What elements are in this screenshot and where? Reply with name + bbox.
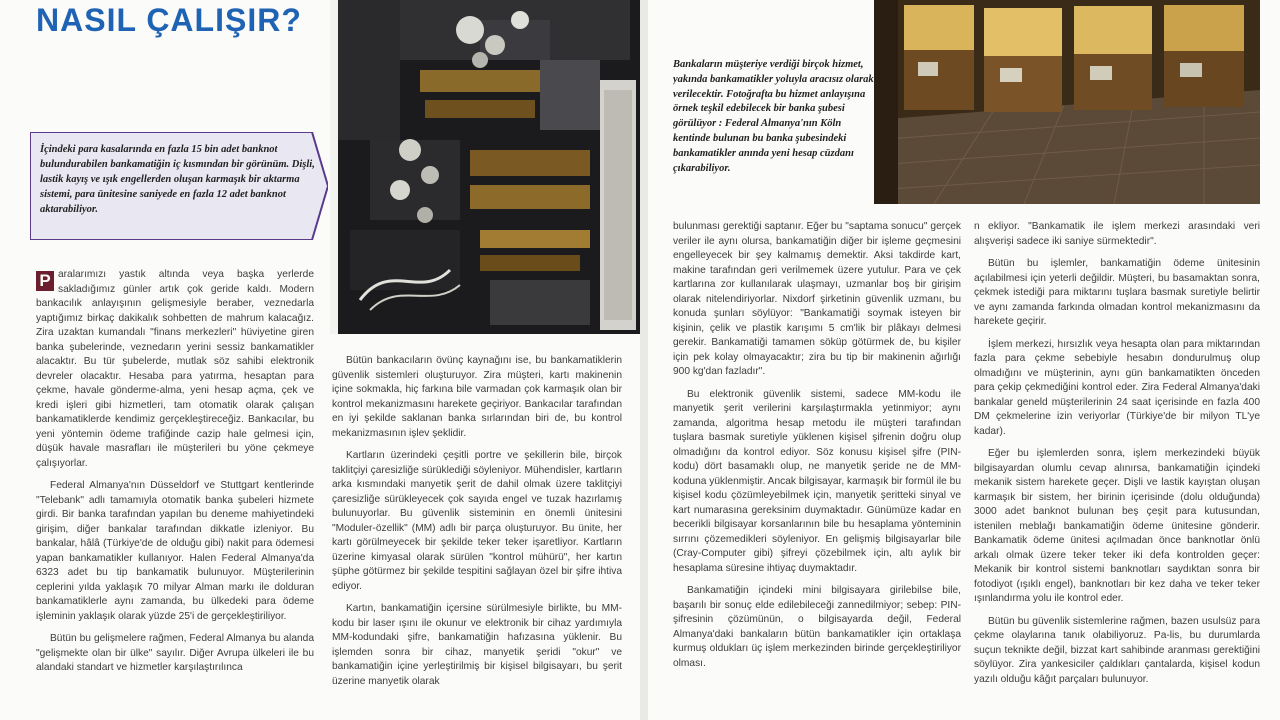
left-caption-box: [30, 132, 328, 240]
col3-paragraph-1: bulunması gerektiği saptanır. Eğer bu "saptama sonucu" gerçek veriler ile aynı olursa, bankamatiğin diğer bir işleme geçmesini engelleyecek bir şey kalmamış demektir. Aksi takdirde kart, makine tarafından geri verilmemek üzere yutulur. Para ve çek kartlarına zor kullanılarak ulaşmayı, uzmanlar boş bir girişim olarak nitelendiriyorlar. Nixdorf şirketinin güvenlik uzmanı, bu konuda şunları söylüyor: "Bankamatiği soymak isteyen bir kişinin, çelik ve plastik karışımı 5 cm'lik bir plâkayı delmesi gerekir. Bankamatiği tamamen söküp götürmek de, bu kişiler için pek kolay olmayacaktır; zira bu tip bir makinenin ağırlığı 900 kg'dan fazladır".: [673, 221, 961, 377]
right-caption: Bankaların müşteriye verdiği birçok hizmet, yakında bankamatikler yoluyla aracısız olarak verilecektir. Fotoğrafta bu hizmet anlayışına örnek teşkil edebilecek bir banka şubesi görülüyor : Federal Almanya'nın Köln kentinde bulunan bu banka şubesindeki bankamatikler anında yeni hesap cüzdanı çıkarabiliyor.: [673, 59, 874, 174]
text-column-2: [332, 354, 622, 720]
col2-paragraph-2: Kartların üzerindeki çeşitli portre ve şekillerin bile, birçok taklitçiyi çaresizliğe sürüklediği söyleniyor. Mühendisler, kartların arka kısmındaki manyetik şerit de dahil olmak üzere taklitçiyi çaresizliğe sürükleyecek çok sayıda engel ve tuzak hazırlamış bulunuyorlar. Bu güvenlik sisteminin en önemli ünitesini "Moduler-özellik" (MM) adlı bir parça oluşturuyor. Bu ünite, her kartı görülmeyecek bir şekilde teker teker işaretliyor. Kartların üzerine kimyasal olarak sürülen "kontrol mühürü", her kartın şüphe götürmez bir şekilde tespitini sağlayan özel bir şifre ihtiva ediyor.: [332, 450, 622, 592]
text-column-3: [673, 220, 961, 720]
drop-cap: P: [36, 271, 54, 291]
col1-paragraph-2: Federal Almanya'nın Düsseldorf ve Stuttgart kentlerinde "Telebank" adlı tamamıyla otomatik banka şubeleri hizmete girdi. Bir banka tarafından yapılan bu deneme mahiyetindeki girişim, diğer bankalar tarafından dikkatle izleniyor. Bu bankalar, hâlâ (Türkiye'de de olduğu gibi) nakit para ödemesi yapan bankamatikler kullanıyor. Halen Federal Almanya'da 6323 adet bu tip bankamatik bulunuyor. Müşterilerinin ceplerini yılda yaklaşık 70 milyar Alman markı ile dolduran bankamatiklerle aynı zamanda, bu ülkedeki para ödeme işleminin yaklaşık olarak yüzde 25'i de gerçekleştiriliyor.: [36, 480, 314, 622]
right-page: [648, 0, 1280, 720]
atm-mechanism-photo: [330, 0, 640, 334]
text-column-1: [36, 268, 314, 720]
col2-paragraph-1: Bütün bankacıların övünç kaynağını ise, bu bankamatiklerin güvenlik sistemleri oluşturuyor. Zira müşteri, kartı makinenin içine sokmakla, hiç farkına bile varmadan çok karmaşık olan bir kontrol mekanizmasını harekete geçiriyor. Bankacılar tarafından en iyi şekilde saklanan banka sırlarından biri de, bu kontrol mekanizmasının işlev şeklidir.: [332, 355, 622, 439]
col1-paragraph-1: [36, 268, 314, 471]
left-caption: İçindeki para kasalarında en fazla 15 bin adet banknot bulundurabilen bankamatiğin iç kısmından bir görünüm. Dişli, lastik kayış ve ışık engellerden oluşan karmaşık bir aktarma sistemi, para ünitesine saniyede en fazla 12 adet banknot aktarabiliyor.: [40, 144, 315, 215]
col4-paragraph-2: Bütün bu işlemler, bankamatiğin ödeme ünitesinin açılabilmesi için yeterli değildir. Müşteri, bu basamaktan sonra, çekmek istediği para miktarını tuşlara basmak suretiyle belirtir ve aynı zamanda farkında olmadan kontrol mekanizmasını da harekete geçirir.: [974, 258, 1260, 327]
col2-paragraph-3: Kartın, bankamatiğin içersine sürülmesiyle birlikte, bu MM-kodu bir laser ışını ile okunur ve elektronik bir cihaz yardımıyla MM-kodundaki şifre, bankamatiğin hafızasına yüklenir. Bu işlemden sonra bir cihaz, manyetik şeridi "okur" ve bankamatiğin içine yerleştirilmiş bir kişisel bilgisayarı, bu şerit üzerine manyetik olarak: [332, 603, 622, 687]
col4-paragraph-1: n ekliyor. "Bankamatik ile işlem merkezi arasındaki veri alışverişi sadece iki saniye sürmektedir".: [974, 221, 1260, 247]
col4-paragraph-5: Bütün bu güvenlik sistemlerine rağmen, bazen usulsüz para çekme olaylarına tanık olabiliyoruz. Pa-lis, bu durumlarda suçun teknikte değil, bizzat kart sahibinde aranması gerektiğini söylüyor. Zira yankesiciler çaldıkları çantalarda, kişisel kodun yazılı olduğu kâğıt parçaları bulunuyor.: [974, 615, 1260, 685]
article-title: NASIL ÇALIŞIR?: [36, 2, 302, 38]
bank-branch-photo: [874, 0, 1260, 204]
col1-paragraph-3: Bütün bu gelişmelere rağmen, Federal Almanya bu alanda "gelişmekte olan bir ülke" sayılır. Diğer Avrupa ülkeleri ile bu alandaki standart ve hizmetler karşılaştırılınca: [36, 633, 314, 673]
col3-paragraph-3: Bankamatiğin içindeki mini bilgisayara girilebilse bile, başarılı bir sonuç elde edilebileceği zannedilmiyor; sebep: PIN-şifresinin çözümünün, o bilgisayarda değil, Federal Almanya'daki bankaların bütün bankamatikler için ortaklaşa kurmuş oldukları üç işlem merkezinden birinde gerçekleştiriliyor olması.: [673, 585, 961, 669]
page-gutter: [640, 0, 648, 720]
col1-paragraph-1-text: aralarımızı yastık altında veya başka yerlerde sakladığımız günler artık çok geride kaldı. Modern bankacılık anlayışının gelişmesiyle beraber, veznedarla yaptığımız birkaç dakikalık sohbetten de mahrum kalacağız. Zira uzaktan kumandalı "finans merkezleri" hüviyetine giren banka şubelerinde, veznedarın yerini sessiz bankamatikler alacaktır. Bu tür şubelerde, mutlak söz sahibi elektronik devreler olacaktır. Hesaba para yatırma, hesaptan para çekme, havale gönderme-alma, yeni hesap açma, çek ve kredi işleri gibi hizmetleri, tam otomatik olarak çalışan bankamatiklerde kendimiz gerçekleştireceğiz. Bankacılar, bu yeni yöntemin ödeme trafiğinde cazip hale gelmesi için, düşük havale masrafları ile müşterileri bu yöne çekmeye çalışıyorlar.: [36, 269, 314, 469]
col4-paragraph-3: İşlem merkezi, hırsızlık veya hesapta olan para miktarından fazla para çekme sebebiyle hesabın dondurulmuş olup olmadığını ve müşterinin, aynı gün bankamatikten önceden para çekip çekmediğini kontrol eder. Zira Federal Almanya'daki bankalar geneld müşterilerinin 24 saat içerisinde en fazla 400 DM çekmelerine izin veriyorlar (Türkiye'de bir milyon TL'ye kadar).: [974, 338, 1260, 437]
col4-paragraph-4: Eğer bu işlemlerden sonra, işlem merkezindeki büyük bilgisayardan olumlu cevap alınırsa, bankamatiğin içindeki mekanik sistem harekete geçer. Dişli ve lastik kayıştan oluşan karmaşık bir sistem, her birinin içerisinde (dolu olduğunda) 3000 adet banknot bulunan beş çeşit para kutusundan, istenilen meblağı bankamatiğin ödeme ünitesine gönderir. Bankamatik ödeme ünitesi açılmadan önce banknotlar önlü arkalı olmak üzere teker teker iki defa kontrolden geçer: Mekanik bir kontrol sistemi banknotları saydıktan sonra bir fotodiyot (ışıklı engel), banknotları bir kez daha ve teker teker ışınlandırma yolu ile kontrol eder.: [974, 448, 1260, 604]
text-column-4: [974, 220, 1260, 720]
col3-paragraph-2: Bu elektronik güvenlik sistemi, sadece MM-kodu ile manyetik şerit verilerini karşılaştırmakla yetinmiyor; aynı zamanda, algoritma hesap metodu ile müşteri tarafından tuşlara basmak suretiyle yüklenen kişisel şifrenin doğru olup olmadığını da kontrol ediyor. Söz konusu kişisel şifre (PIN-kodu) dört basamaklı olup, ne manyetik şeride ne de MM-koduna yüklenmiştir. Ancak bilgisayar, karmaşık bir formül ile bu kişisel kodu çözümleyebilmek için, manyetik şeritteki sinyal ve kart numarasına gereksinim duymaktadır. Günümüze kadar en becerikli bilgisayar korsanlarının bile bu hesaplama yönteminin sırrını çözemedikleri söyleniyor. En gelişmiş bilgisayarlar bile (Cray-Computer gibi) şifreyi çözebilmek için, altı aylık bir hesaplama süresine ihtiyaç duymaktadır.: [673, 388, 961, 574]
